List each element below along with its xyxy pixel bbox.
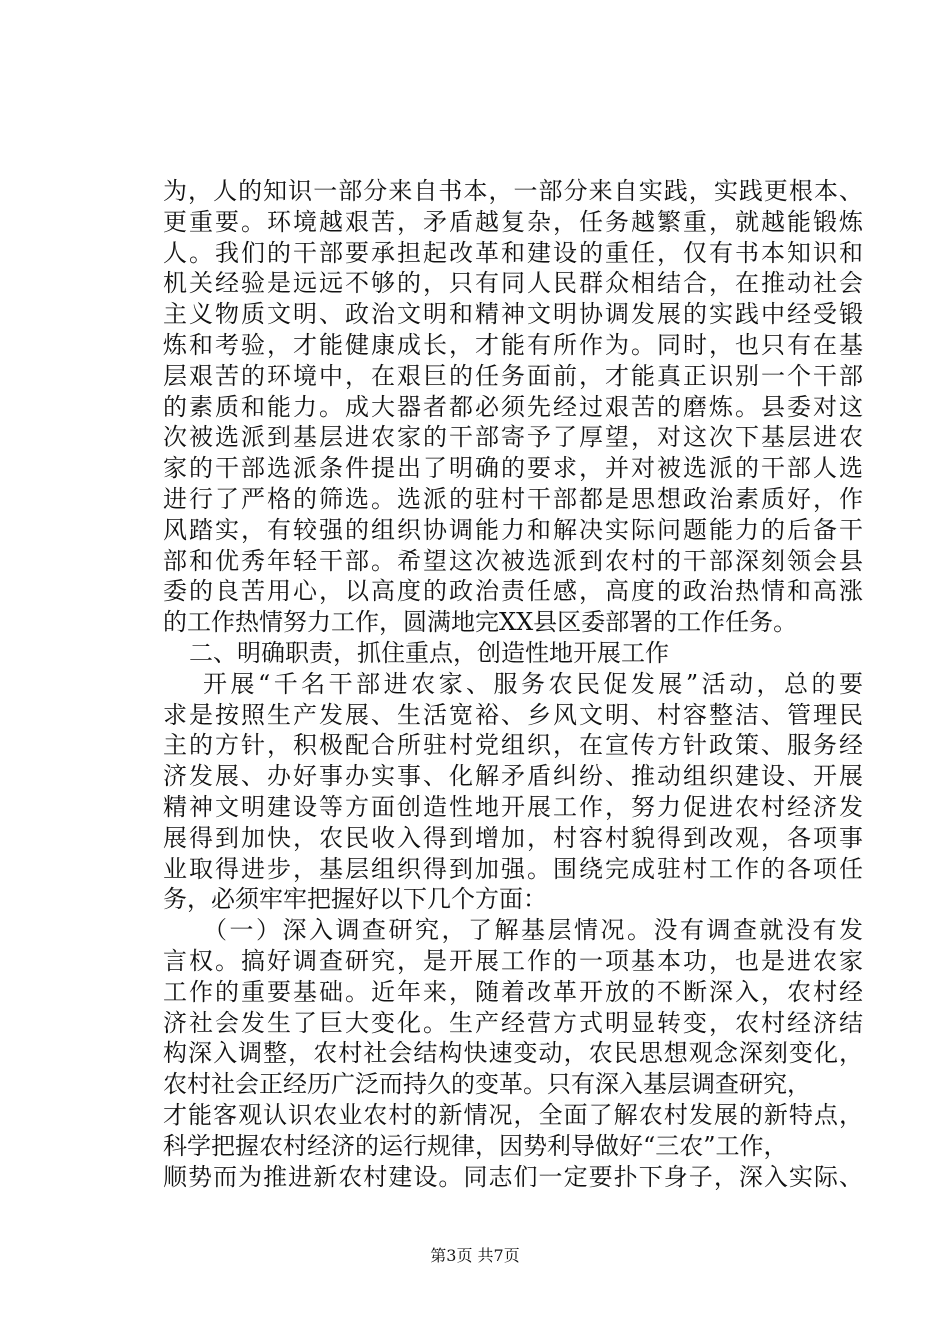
text-line: 构深入调整，农村社会结构快速变动，农民思想观念深刻变化， bbox=[163, 1039, 863, 1068]
text-line: 顺势而为推进新农村建设。同志们一定要扑下身子，深入实际、 bbox=[163, 1162, 863, 1191]
text-line: 业取得进步，基层组织得到加强。围绕完成驻村工作的各项任 bbox=[163, 854, 863, 883]
text-line: 主的方针，积极配合所驻村党组织，在宣传方针政策、服务经 bbox=[163, 731, 863, 760]
text-line: 求是按照生产发展、生活宽裕、乡风文明、村容整洁、管理民 bbox=[163, 700, 863, 729]
text-line: 科学把握农村经济的运行规律，因势利导做好“三农”工作， bbox=[163, 1131, 788, 1160]
text-line: 济社会发生了巨大变化。生产经营方式明显转变，农村经济结 bbox=[163, 1008, 863, 1037]
text-line: 精神文明建设等方面创造性地开展工作，努力促进农村经济发 bbox=[163, 792, 863, 821]
text-line: 人。我们的干部要承担起改革和建设的重任，仅有书本知识和 bbox=[163, 238, 863, 267]
text-line: 次被选派到基层进农家的干部寄予了厚望，对这次下基层进农 bbox=[163, 423, 863, 452]
text-line: 才能客观认识农业农村的新情况，全面了解农村发展的新特点， bbox=[163, 1100, 863, 1129]
text-line: 的素质和能力。成大器者都必须先经过艰苦的磨炼。县委对这 bbox=[163, 392, 863, 421]
text-line: 层艰苦的环境中，在艰巨的任务面前，才能真正识别一个干部 bbox=[163, 361, 863, 390]
text-line: 家的干部选派条件提出了明确的要求，并对被选派的干部人选 bbox=[163, 454, 863, 483]
text-line: 风踏实，有较强的组织协调能力和解决实际问题能力的后备干 bbox=[163, 515, 863, 544]
page-number-footer: 第3页 共7页 bbox=[430, 1246, 520, 1265]
text-line: 工作的重要基础。近年来，随着改革开放的不断深入，农村经 bbox=[163, 977, 863, 1006]
section-heading: 二、明确职责，抓住重点，创造性地开展工作 bbox=[189, 638, 669, 667]
text-line: 部和优秀年轻干部。希望这次被选派到农村的干部深刻领会县 bbox=[163, 546, 863, 575]
text-line: 开展“千名干部进农家、服务农民促发展”活动，总的要 bbox=[203, 669, 863, 698]
text-line: 委的良苦用心，以高度的政治责任感，高度的政治热情和高涨 bbox=[163, 577, 863, 606]
text-line: 更重要。环境越艰苦，矛盾越复杂，任务越繁重，就越能锻炼 bbox=[163, 207, 863, 236]
document-body bbox=[163, 176, 863, 1192]
text-line: 言权。搞好调查研究，是开展工作的一项基本功，也是进农家 bbox=[163, 946, 863, 975]
text-line: 主义物质文明、政治文明和精神文明协调发展的实践中经受锻 bbox=[163, 300, 863, 329]
text-line: 机关经验是远远不够的，只有同人民群众相结合，在推动社会 bbox=[163, 269, 863, 298]
text-line: 济发展、办好事办实事、化解矛盾纠纷、推动组织建设、开展 bbox=[163, 762, 863, 791]
text-line: 进行了严格的筛选。选派的驻村干部都是思想政治素质好，作 bbox=[163, 484, 863, 513]
text-line: 展得到加快，农民收入得到增加，村容村貌得到改观，各项事 bbox=[163, 823, 863, 852]
text-line: 为，人的知识一部分来自书本，一部分来自实践，实践更根本、 bbox=[163, 177, 863, 205]
text-line: 的工作热情努力工作，圆满地完XX县区委部署的工作任务。 bbox=[163, 608, 798, 637]
text-line: 农村社会正经历广泛而持久的变革。只有深入基层调查研究， bbox=[163, 1070, 811, 1099]
text-line: （一）深入调查研究，了解基层情况。没有调查就没有发 bbox=[203, 916, 863, 945]
text-line: 炼和考验，才能健康成长，才能有所作为。同时，也只有在基 bbox=[163, 330, 863, 359]
text-line: 务，必须牢牢把握好以下几个方面： bbox=[163, 885, 547, 914]
